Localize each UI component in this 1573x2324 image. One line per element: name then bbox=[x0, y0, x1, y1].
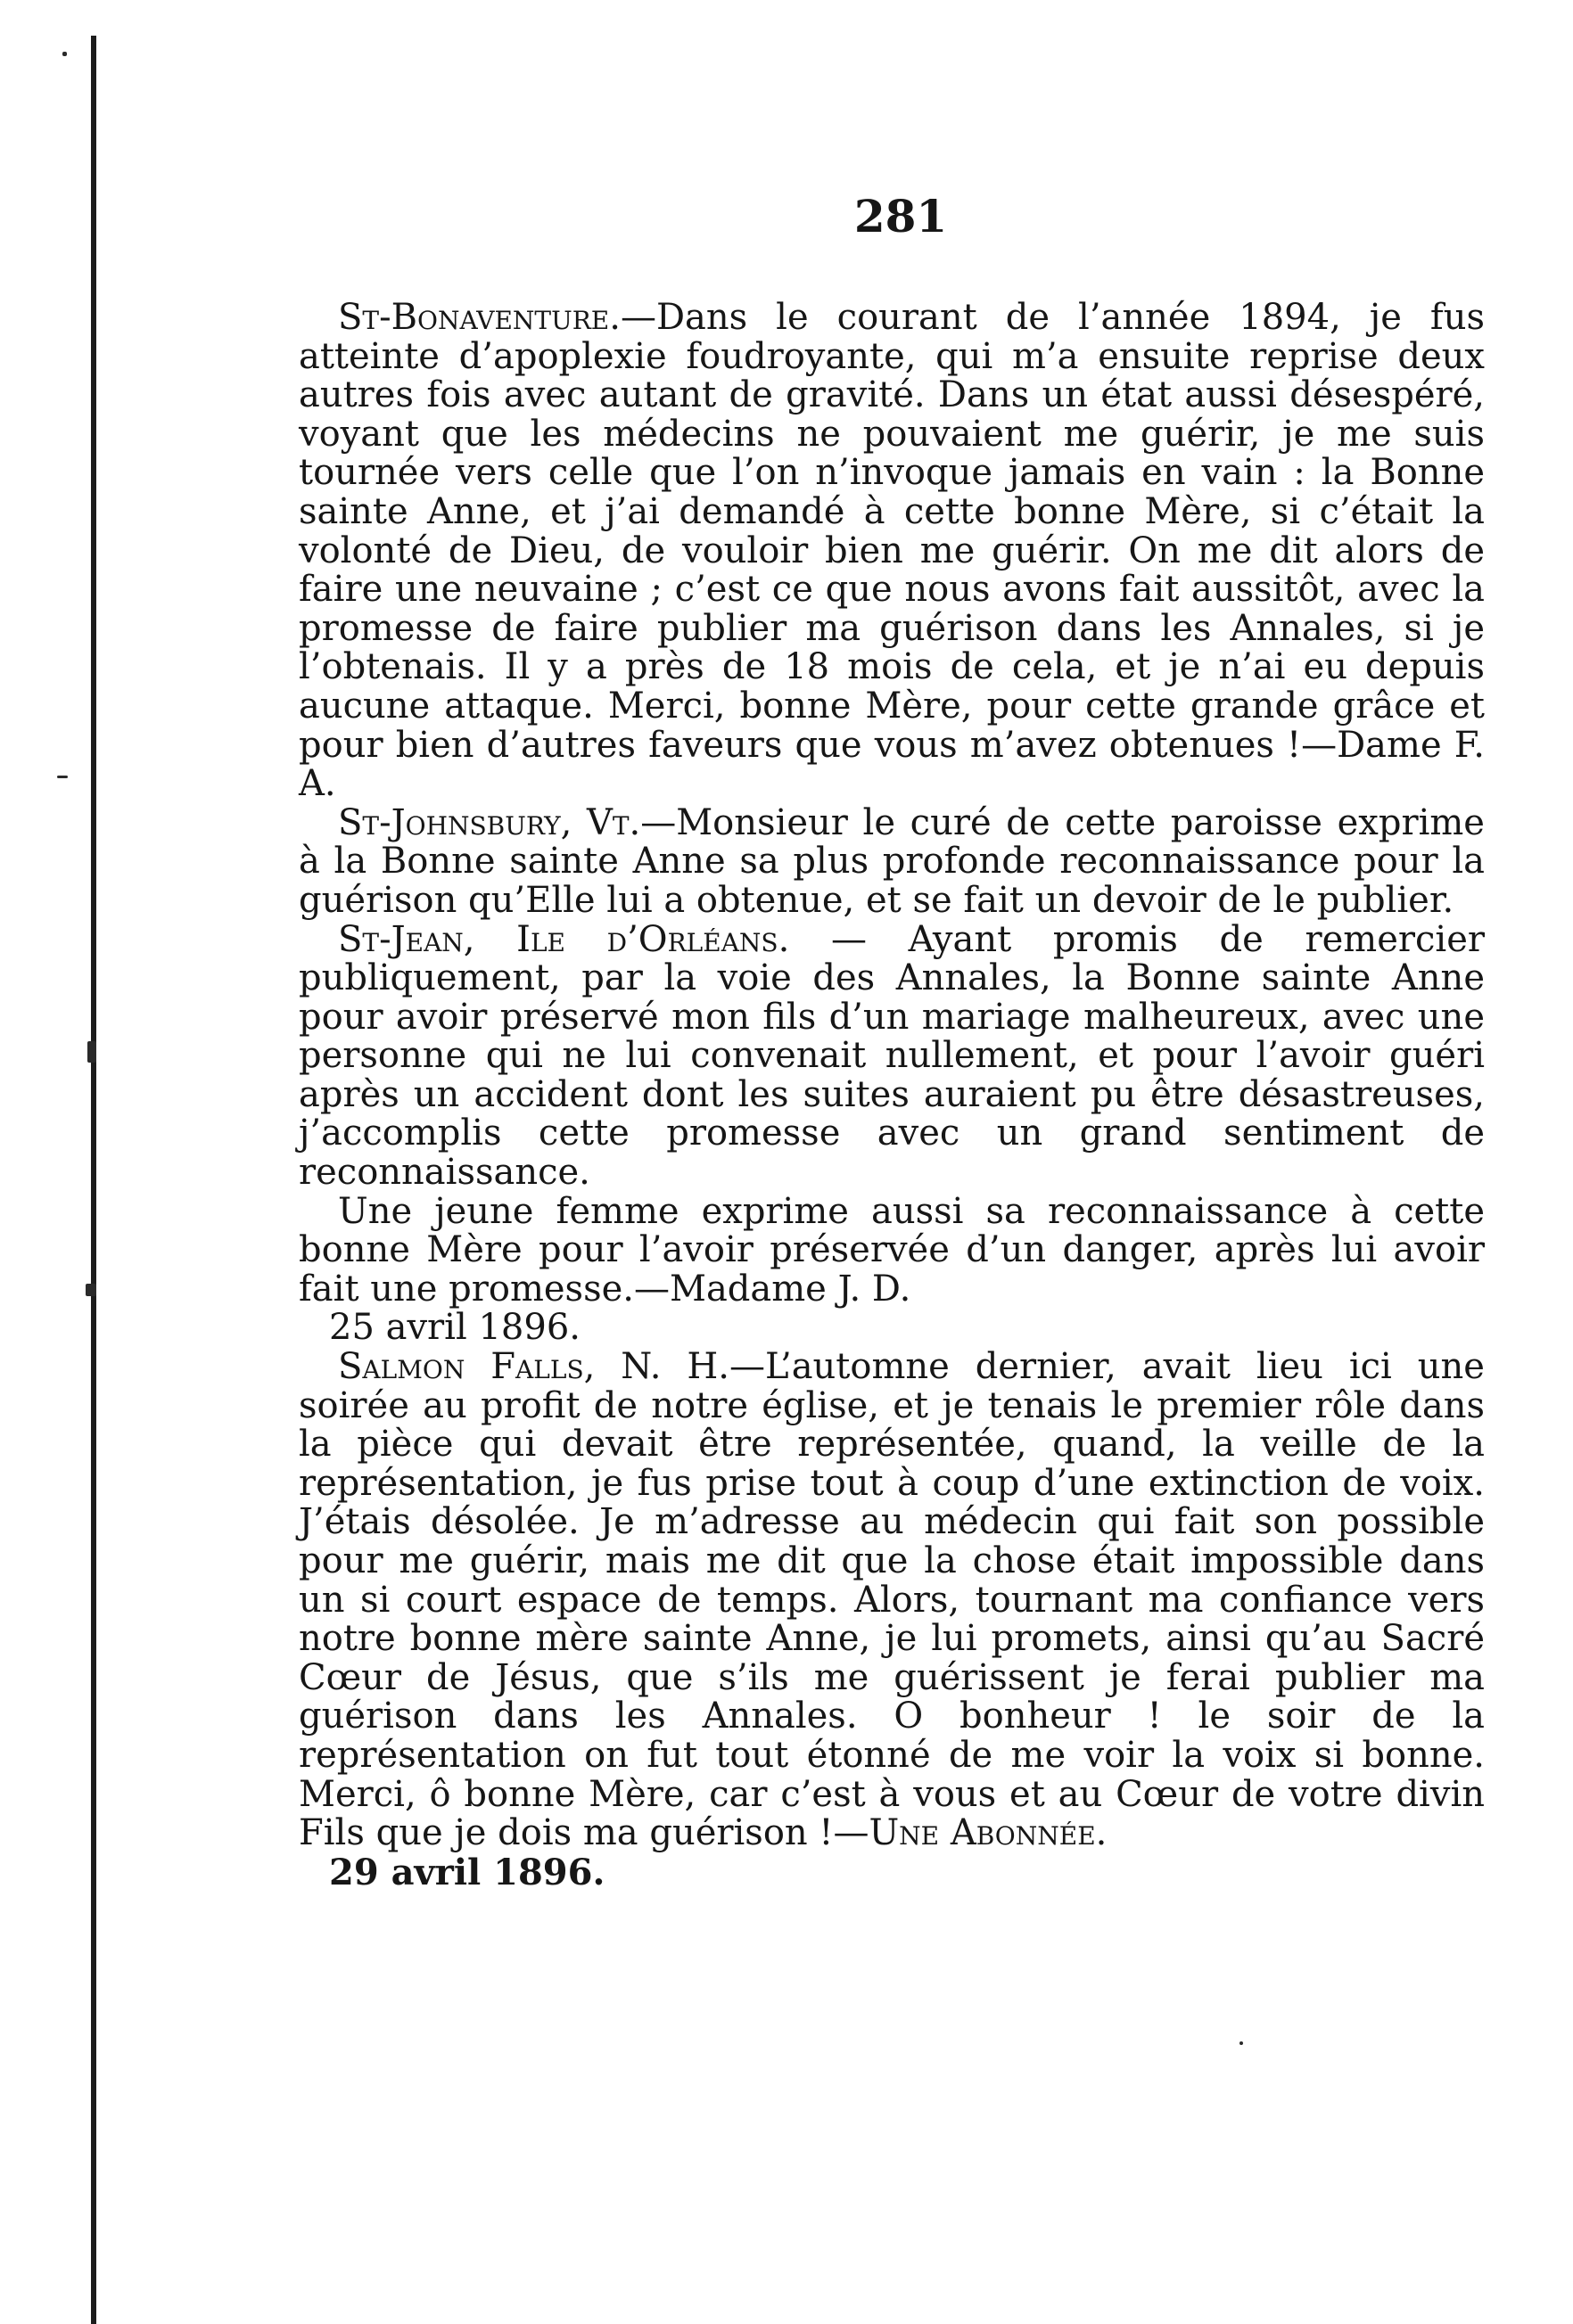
scan-speck bbox=[1239, 2041, 1243, 2045]
entry-text: .—Dans le courant de l’année 1894, je fus atteinte d’apoplexie foudroyante, qui m’a ensuite reprise deux autres fois avec autant de gravité. Dans un état aussi désespéré, voyant que les médecins ne pouvaient me guérir, je me suis tournée vers celle que l’on n’invoque jamais en vain : la Bonne sainte Anne, et j’ai demandé à cette bonne Mère, si c’était la volonté de Dieu, de vouloir bien me guérir. On me dit alors de faire une neuvaine ; c’est ce que nous avons fait aussitôt, avec la promesse de faire publier ma guérison dans les Annales, si je l’obtenais. Il y a près de 18 mois de cela, et je n’ai eu depuis aucune attaque. Merci, bonne Mère, pour cette grande grâce et pour bien d’autres faveurs que vous m’avez obtenues !—Dame F. A. bbox=[299, 297, 1485, 805]
entry-date: 25 avril 1896. bbox=[329, 1307, 581, 1349]
page-edge-line bbox=[91, 36, 96, 2324]
entry-jeune-femme bbox=[299, 1190, 1485, 1310]
entry-place: Salmon Falls, N. H. bbox=[338, 1346, 729, 1388]
entry-place: St-Bonaventure bbox=[338, 297, 610, 338]
entry-place: St-Jean, Ile d’Orléans. bbox=[338, 918, 790, 960]
entry-text: Une jeune femme exprime aussi sa reconnaissance à cette bonne Mère pour l’avoir préservée d’un danger, après lui avoir fait une promesse.—Madame J. D. bbox=[299, 1190, 1485, 1310]
scan-speck bbox=[86, 1284, 96, 1296]
entry-st-jean bbox=[299, 918, 1485, 1194]
entry-text: —Monsieur le curé de cette paroisse exprime à la Bonne sainte Anne sa plus profonde reconnaissance pour la guérison qu’Elle lui a obtenue, et se fait un devoir de le publier. bbox=[299, 801, 1485, 921]
scan-speck bbox=[87, 1041, 96, 1063]
entry-st-bonaventure bbox=[299, 299, 1485, 804]
entry-st-johnsbury bbox=[299, 801, 1485, 921]
entry-date: 29 avril 1896. bbox=[329, 1851, 605, 1893]
page-body bbox=[299, 299, 1485, 1892]
entry-text: —L’automne dernier, avait lieu ici une soirée au profit de notre église, et je tenais le premier rôle dans la pièce qui devait être représentée, quand, la veille de la représentation, je fus prise tout à coup d’une extinction de voix. J’étais désolée. Je m’adresse au médecin qui fait son possible pour me guérir, mais me dit que la chose était impossible dans un si court espace de temps. Alors, tournant ma confiance vers notre bonne mère sainte Anne, je lui promets, ainsi qu’au Sacré Cœur de Jésus, que s’ils me guérissent je ferai publier ma guérison dans les Annales. O bonheur ! le soir de la représentation on fut tout étonné de me voir la voix si bonne. Merci, ô bonne Mère, car c’est à vous et au Cœur de votre divin Fils que je dois ma guérison !— bbox=[299, 1346, 1485, 1854]
entry-place: St-Johnsbury, Vt. bbox=[338, 801, 641, 843]
entry-signature: Une Abonnée. bbox=[869, 1812, 1108, 1854]
page-number: 281 bbox=[853, 190, 948, 242]
entry-salmon-falls bbox=[299, 1348, 1485, 1853]
entry-text: — Ayant promis de remercier publiquement, par la voie des Annales, la Bonne sainte Anne pour avoir préservé mon fils d’un mariage malheureux, avec une personne qui ne lui convenait nullement, et pour l’avoir guéri après un accident dont les suites auraient pu être désastreuses, j’accomplis cette promesse avec un grand sentiment de reconnaissance. bbox=[299, 918, 1485, 1194]
scan-speck bbox=[62, 52, 67, 56]
scan-speck bbox=[57, 776, 68, 778]
